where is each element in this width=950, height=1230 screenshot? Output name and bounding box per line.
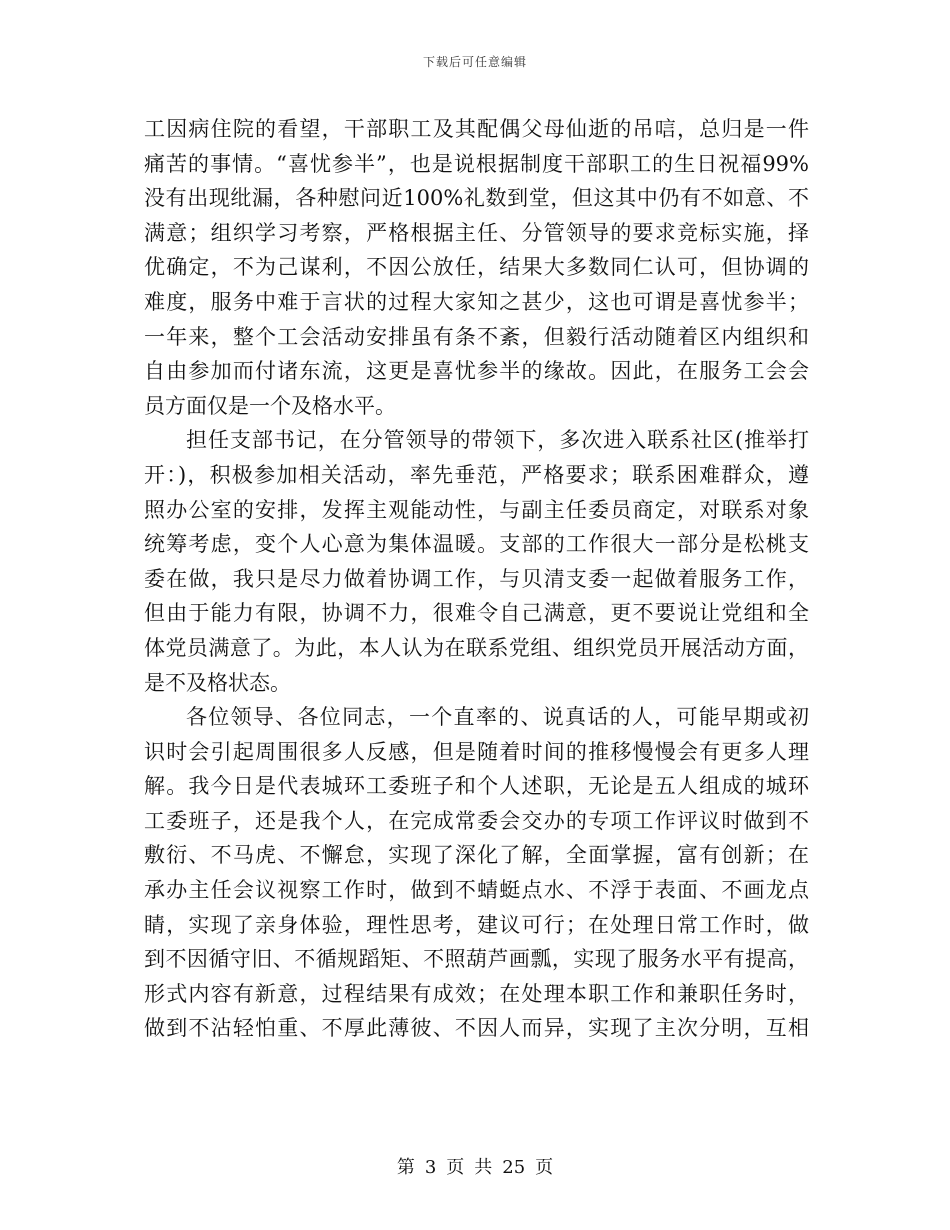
text-line: 满意；组织学习考察，严格根据主任、分管领导的要求竞标实施，择 [144, 220, 809, 245]
page-number: 3 [424, 1157, 437, 1178]
page-label-ye: 页 [446, 1157, 465, 1178]
text-line: 开：)，积极参加相关活动，率先垂范，严格要求；联系困难群众，遵 [144, 462, 809, 487]
text-line: 难度，服务中难于言状的过程大家知之甚少，这也可谓是喜忧参半； [144, 289, 809, 314]
text-line: 承办主任会议视察工作时，做到不蜻蜓点水、不浮于表面、不画龙点 [144, 878, 809, 903]
page-footer [0, 1153, 950, 1179]
text-line: 睛，实现了亲身体验，理性思考，建议可行；在处理日常工作时，做 [144, 912, 809, 937]
text-line: 工委班子，还是我个人，在完成常委会交办的专项工作评议时做到不 [144, 808, 809, 833]
page-label-ye-total: 页 [535, 1157, 554, 1178]
text-line: 统筹考虑，变个人心意为集体温暖。支部的工作很大一部分是松桃支 [144, 532, 809, 557]
text-line: 痛苦的事情。“喜忧参半”，也是说根据制度干部职工的生日祝福99% [144, 151, 809, 176]
total-pages: 25 [502, 1157, 526, 1178]
page-header: 下载后可任意编辑 [422, 55, 527, 69]
text-line: 自由参加而付诸东流，这更是喜忧参半的缘故。因此，在服务工会会 [144, 359, 809, 384]
text-line: 形式内容有新意，过程结果有成效；在处理本职工作和兼职任务时， [144, 981, 809, 1006]
text-line: 没有出现纰漏，各种慰问近100%礼数到堂，但这其中仍有不如意、不 [144, 186, 809, 211]
text-line: 敷衍、不马虎、不懈怠，实现了深化了解，全面掌握，富有创新；在 [144, 843, 809, 868]
text-line: 到不因循守旧、不循规蹈矩、不照葫芦画瓢，实现了服务水平有提高， [144, 947, 809, 972]
paragraph [144, 700, 809, 1046]
text-line: 是不及格状态。 [144, 670, 291, 695]
text-line: 一年来，整个工会活动安排虽有条不紊，但毅行活动随着区内组织和 [144, 324, 809, 349]
text-line: 解。我今日是代表城环工委班子和个人述职，无论是五人组成的城环 [144, 774, 809, 799]
paragraph [144, 423, 809, 700]
text-line: 照办公室的安排，发挥主观能动性，与副主任委员商定，对联系对象 [144, 497, 809, 522]
text-line: 各位领导、各位同志，一个直率的、说真话的人，可能早期或初 [186, 705, 809, 730]
text-line: 但由于能力有限，协调不力，很难令自己满意，更不要说让党组和全 [144, 601, 809, 626]
text-line: 优确定，不为己谋利，不因公放任，结果大多数同仁认可，但协调的 [144, 255, 809, 280]
text-line: 员方面仅是一个及格水平。 [144, 393, 396, 418]
text-line: 识时会引起周围很多人反感，但是随着时间的推移慢慢会有更多人理 [144, 739, 809, 764]
page-label-di: 第 [396, 1157, 415, 1178]
paragraph [144, 112, 809, 423]
text-line: 担任支部书记，在分管领导的带领下，多次进入联系社区(推举打 [186, 428, 809, 453]
text-line: 委在做，我只是尽力做着协调工作，与贝清支委一起做着服务工作， [144, 566, 809, 591]
text-line: 体党员满意了。为此，本人认为在联系党组、组织党员开展活动方面， [144, 635, 809, 660]
text-line: 做到不沾轻怕重、不厚此薄彼、不因人而异，实现了主次分明，互相 [144, 1016, 809, 1041]
page-label-gong: 共 [474, 1157, 493, 1178]
text-line: 工因病住院的看望，干部职工及其配偶父母仙逝的吊唁，总归是一件 [144, 117, 809, 141]
document-body [144, 112, 809, 1046]
